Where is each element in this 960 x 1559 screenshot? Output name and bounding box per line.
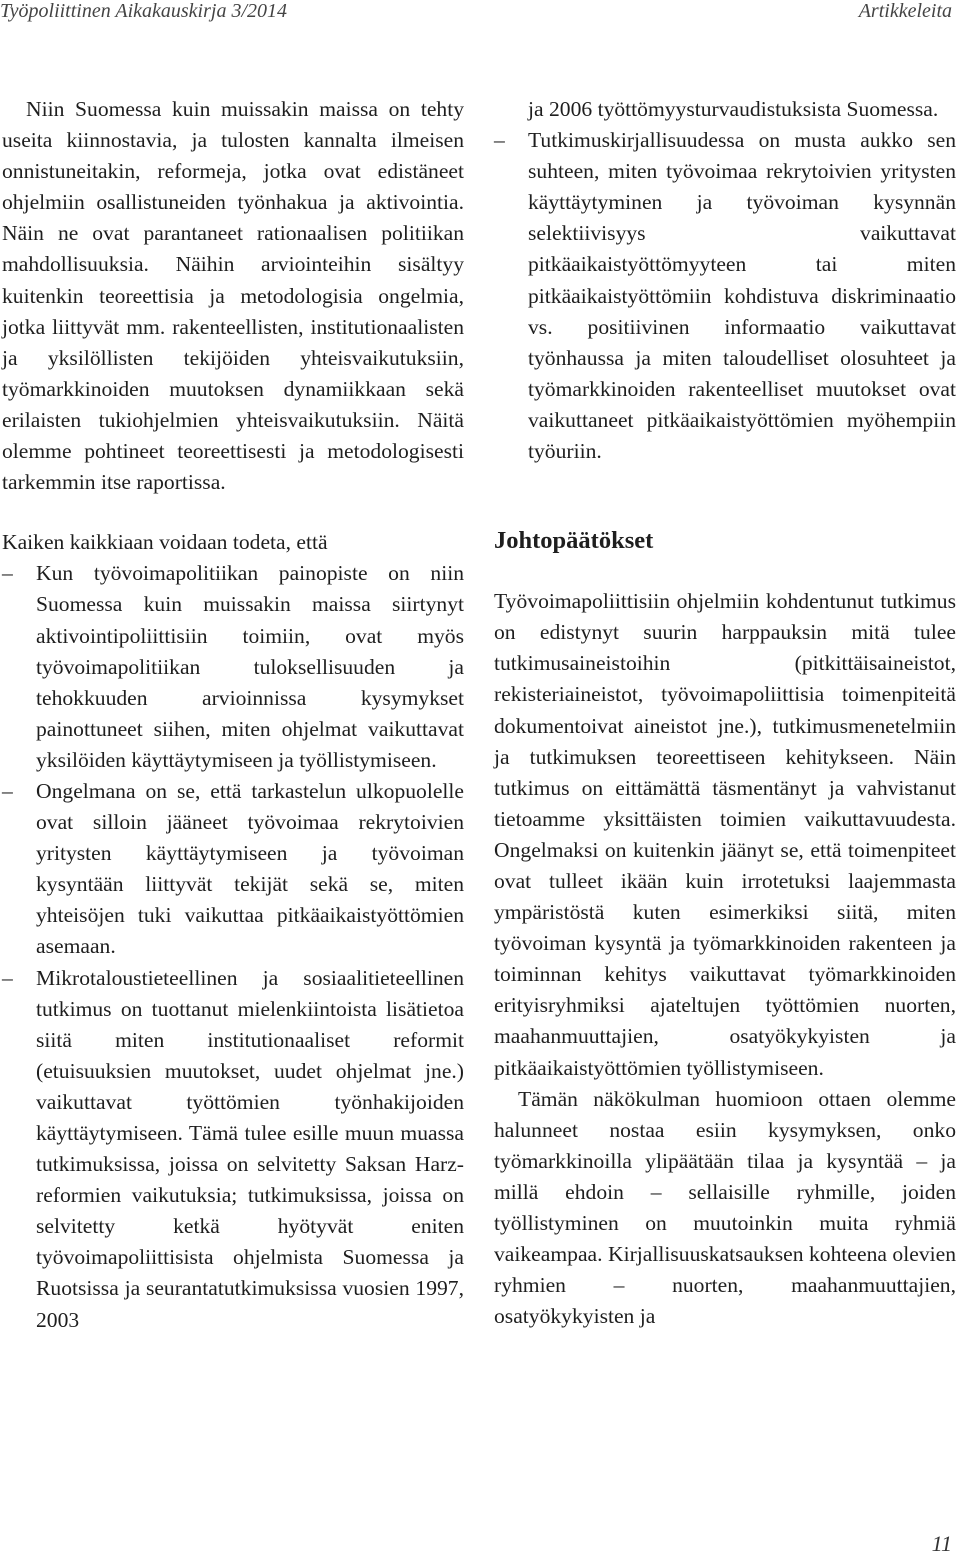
section-title: Artikkeleita <box>858 0 952 22</box>
body-paragraph: Työvoimapoliittisiin ohjelmiin kohdentunut tutkimus on edistynyt suurin harppauksin mitä tulee tutkimusaineistoihin (pitkittäisaineistot, rekisteriaineistot, työvoimapoliittisia toimenpiteitä dokumentoivat aineistot jne.), tutkimusmenetelmiin ja tutkimuksen teoreettiseen kehitykseen. Näin tutkimus on eittämättä täsmentänyt ja vahvistanut tietoamme yksittäisten toimien vaikuttavuudesta. Ongelmaksi on kuitenkin jäänyt se, että toimenpiteet ovat tulleet ikään kuin irrotetuksi laajemmasta ympäristöstä kuten esimerkiksi siitä, miten työvoiman kysyntä ja työmarkkinoiden rakenteen ja toiminnan kehitys vaikuttavat työmarkkinoiden erityisryhmiksi ajateltujen työttömien nuorten, maahanmuuttajien, osatyökykyisten ja pitkäaikaistyöttömien työllistymiseen. <box>494 589 956 1080</box>
list-item-text: Tutkimuskirjallisuudessa on musta aukko sen suhteen, miten työvoimaa rekrytoivien yritysten käyttäytyminen ja työvoiman kysynnän selektiivisyys vaikuttavat pitkäaikaistyöttömyyteen tai miten pitkäaikaistyöttömiin kohdistuva diskriminaatio vs. positiivinen informaatio vaikuttavat työnhaussa ja miten taloudelliset olosuhteet ja työmarkkinoiden rakenteelliset muutokset ovat vaikuttaneet pitkäaikaistyöttömien myöhempiin työuriin. <box>528 128 956 464</box>
section-heading: Johtopäätökset <box>494 527 654 555</box>
list-item-text: Kun työvoimapolitiikan painopiste on niin Suomessa kuin muissakin maissa siirtynyt aktivointipoliittisiin toimiin, ovat myös työvoimapolitiikan tuloksellisuuden ja tehokkuuden arvioinnissa kysymykset painottuneet siihen, miten ohjelmat vaikuttavat yksilöiden käyttäytymiseen ja työllistymiseen. <box>36 561 464 772</box>
list-intro: Kaiken kaikkiaan voidaan todeta, että <box>2 530 328 555</box>
list-item-text: Mikrotaloustieteellinen ja sosiaalitieteellinen tutkimus on tuottanut mielenkiintoista lisätietoa siitä miten institutionaaliset reformit (etuisuuksien muutokset, uudet ohjelmat jne.) vaikuttavat työttömien työnhakijoiden käyttäytymiseen. Tämä tulee esille muun muassa tutkimuksissa, joissa on selvitetty Saksan Harz-reformien vaikutuksia; tutkimuksissa, joissa on selvitetty ketkä hyötyvät eniten työvoimapoliittisista ohjelmista Suomessa ja Ruotsissa ja seurantatutkimuksissa vuosien 1997, 2003 <box>36 965 464 1332</box>
body-paragraph: Tämän näkökulman huomioon ottaen olemme halunneet nostaa esiin kysymyksen, onko työmarkkinoilla ylipäätään tilaa ja kysyntää – ja millä ehdoin – sellaisille ryhmille, joiden työllistyminen on muutoinkin muita ryhmiä vaikeampaa. Kirjallisuuskatsauksen kohteena olevien ryhmien – nuorten, maahanmuuttajien, osatyökykyisten ja <box>494 1086 956 1329</box>
running-header <box>0 0 960 26</box>
dash-bullet: – <box>2 965 13 990</box>
left-column <box>2 94 464 1336</box>
dash-bullet: – <box>2 561 13 586</box>
list-item <box>2 558 464 776</box>
dash-bullet: – <box>494 128 505 153</box>
dash-bullet: – <box>2 778 13 803</box>
list-item-text: Ongelmana on se, että tarkastelun ulkopuolelle ovat silloin jääneet työvoimaa rekrytoivien yritysten käyttäytymiseen ja työvoiman kysyntään liittyvät tekijät sekä se, miten yhteisöjen tuki vaikuttaa pitkäaikaistyöttömien asemaan. <box>36 778 464 959</box>
body-paragraph: Niin Suomessa kuin muissakin maissa on tehty useita kiinnostavia, ja tulosten kannalta ilmeisen onnistuneitakin, reformeja, jotka ovat edistäneet ohjelmiin osallistuneiden työnhakua ja aktivointia. Näin ne ovat parantaneet rationaalisen politiikan mahdollisuuksia. Näihin arviointeihin sisältyy kuitenkin teoreettisia ja metodologisia ongelmia, jotka liittyvät mm. rakenteellisten, institutionaalisten ja yksilöllisten tekijöiden yhteisvaikutuksiin, työmarkkinoiden muutoksen dynamiikkaan sekä erilaisten tukiohjelmien yhteisvaikutuksiin. Näitä olemme pohtineet teoreettisesti ja metodologisesti tarkemmin itse raportissa. <box>2 97 464 495</box>
list-item <box>2 776 464 963</box>
list-item <box>494 125 956 467</box>
list-item <box>2 963 464 1336</box>
continued-list-text: ja 2006 työttömyysturvaudistuksista Suomessa. <box>528 97 939 121</box>
page-number: 11 <box>931 1531 952 1556</box>
right-column <box>494 94 956 1332</box>
journal-title: Työpoliittinen Aikakauskirja 3/2014 <box>0 0 288 22</box>
